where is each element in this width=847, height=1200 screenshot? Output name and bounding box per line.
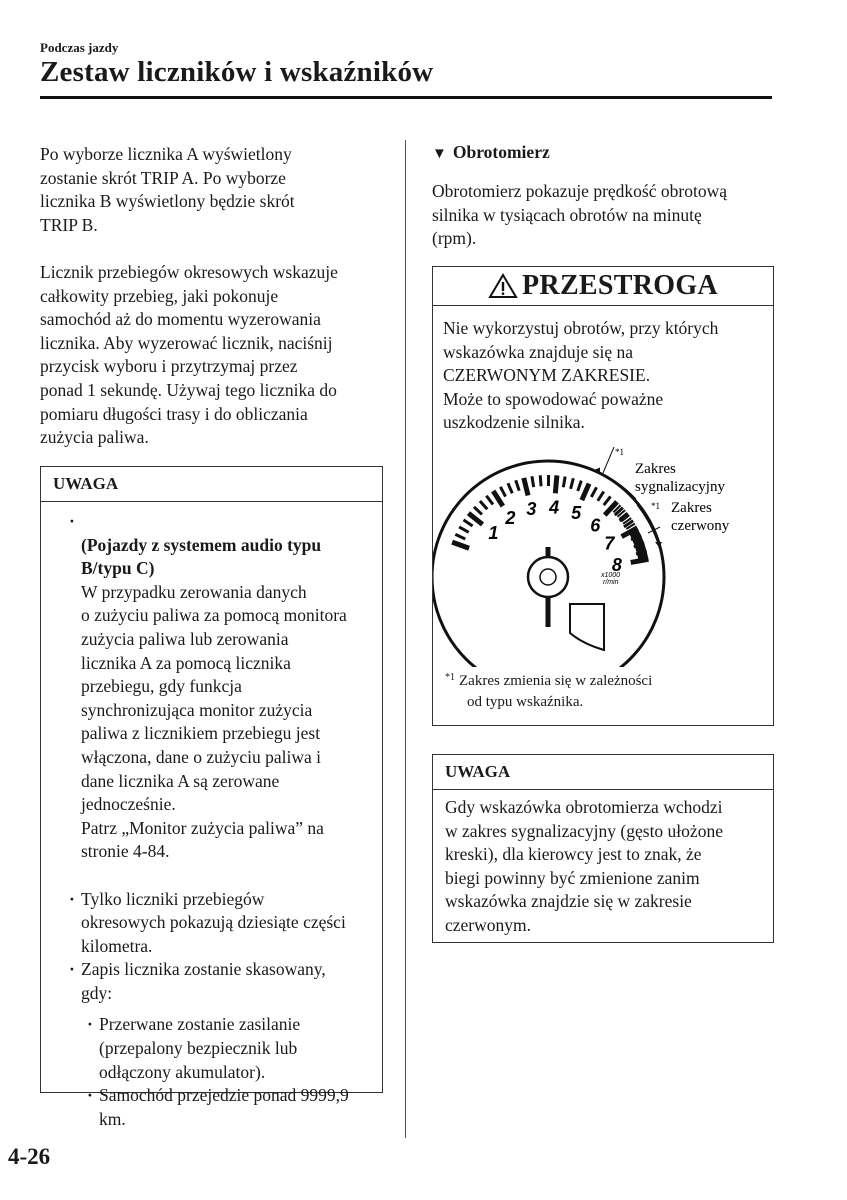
tachometer-intro: Obrotomierz pokazuje prędkość obrotową silnika w tysiącach obrotów na minutę (rpm). [432,181,727,249]
label-signal-range: Zakres sygnalizacyjny [635,461,725,495]
gauge-minor-tick [486,496,493,505]
note-bullet-tenths: · Tylko liczniki przebiegów okresowych pokazują dziesiąte części kilometra. [53,888,370,959]
note-box-right [432,754,774,943]
tachometer-heading [432,142,550,163]
tachometer-heading-text: Obrotomierz [452,142,550,162]
gauge-minor-tick [474,507,482,515]
gauge-number: 3 [526,499,537,520]
note-bullet-audio [53,510,370,888]
gauge-minor-tick [464,520,473,526]
note-heading-right: UWAGA [433,755,773,790]
caution-header [433,267,773,306]
gauge-minor-tick [591,487,596,497]
gauge-major-tick [493,491,503,506]
gauge-major-tick [452,542,469,548]
gauge-red-zone [633,530,643,560]
gauge-minor-tick [516,480,519,490]
gauge-minor-tick [578,481,582,491]
gauge-minor-tick [508,483,512,493]
warning-triangle-icon [488,273,518,299]
spacer [53,1005,370,1013]
gauge-number: 4 [549,497,560,518]
gauge-minor-tick [604,496,611,505]
page-number: 4-26 [8,1144,51,1169]
gauge-number: 7 [604,533,615,554]
gauge-minor-tick [540,475,541,486]
section-label: Podczas jazdy [40,40,119,55]
gauge-minor-tick [480,501,487,509]
gauge-major-tick [582,484,589,500]
note-bullet-text: W przypadku zerowania danych o zużyciu paliwa za pomocą monitora zużycia paliwa lub zerowania licznika A za pomocą licznika przebiegu, gdy funkcja synchronizująca monitor zużycia paliwa z licznikiem przebiegu jest włączona, dane o zużyciu paliwa i dane licznika A są zerowane jednocześnie. Patrz „Monitor zużycia paliwa” na stronie 4-84. [81,581,347,862]
gauge-minor-tick [563,476,565,487]
gauge-unit-rpm: r/min [603,579,619,586]
gauge-major-tick [524,478,528,495]
gauge-footnote-mark: *1 [445,672,455,683]
label-red-range: Zakres czerwony [671,500,730,534]
note-text-right: Gdy wskazówka obrotomierza wchodzi w zakres sygnalizacyjny (gęsto ułożone kreski), dla kierowcy jest to znak, że biegi powinny być zmienione zanim wskazówka znajdzie się w zakresie czerwonym. [445,797,723,935]
caution-title: PRZESTROGA [522,270,718,301]
note-subbullet-distance: · Samochód przejedzie ponad 9999,9 km. [53,1084,370,1131]
gauge-number: 5 [571,502,582,523]
signal-leader-line [603,447,614,473]
note-box-left [40,466,383,1129]
paragraph-trip-abbrev: Po wyborze licznika A wyświetlony zostanie skrót TRIP A. Po wyborze licznika B wyświetlony będzie skrót TRIP B. [40,144,295,235]
note-subbullet-power: · Przerwane zostanie zasilanie (przepalony bezpiecznik lub odłączony akumulator). [53,1013,370,1084]
gauge-hub [528,557,568,597]
column-divider [405,140,406,1138]
note-body-right [433,790,773,946]
gauge-minor-tick [500,487,505,497]
gauge-minor-tick [532,476,534,487]
caution-text: Nie wykorzystuj obrotów, przy których wskazówka znajduje się na CZERWONYM ZAKRESIE. Może to spowodować poważne uszkodzenie silnika. [443,318,719,433]
gauge-number: 2 [505,507,516,528]
gauge-minor-tick [598,492,604,501]
gauge-number: 8 [611,554,622,575]
gauge-minor-tick [571,478,574,489]
tachometer-illustration [433,447,773,667]
gauge-number: 1 [488,523,499,544]
gauge-footnote-line1: Zakres zmienia się w zależności [459,673,653,689]
gauge-unit-multiplier: x1000 [601,572,621,579]
gauge-minor-tick [455,534,465,539]
caution-box [432,266,774,726]
footnote-mark-2: *1 [651,501,660,511]
gauge-footnote [445,667,652,713]
note-body [41,502,382,1139]
footnote-mark: *1 [615,447,624,457]
note-heading: UWAGA [41,467,382,502]
gauge-minor-tick [459,527,469,532]
gauge-display-window [570,604,604,650]
gauge-footnote-line2: od typu wskaźnika. [467,694,584,710]
paragraph-trip-meter: Licznik przebiegów okresowych wskazuje całkowity przebieg, jaki pokonuje samochód aż do momentu wyzerowania licznika. Aby wyzerować licznik, naciśnij przycisk wyboru i przytrzymaj przez ponad 1 sekundę. Używaj tego licznika do pomiaru długości trasy i do obliczania zużycia paliwa. [40,262,338,448]
note-bullet-title: (Pojazdy z systemem audio typu B/typu C) [81,534,322,579]
page-title: Zestaw liczników i wskaźników [40,56,434,88]
note-bullet-reset: · Zapis licznika zostanie skasowany, gdy: [53,958,370,1005]
title-rule [40,96,772,99]
gauge-number: 6 [590,515,601,536]
triangle-down-icon: ▼ [432,146,447,162]
gauge-major-tick [555,475,557,493]
